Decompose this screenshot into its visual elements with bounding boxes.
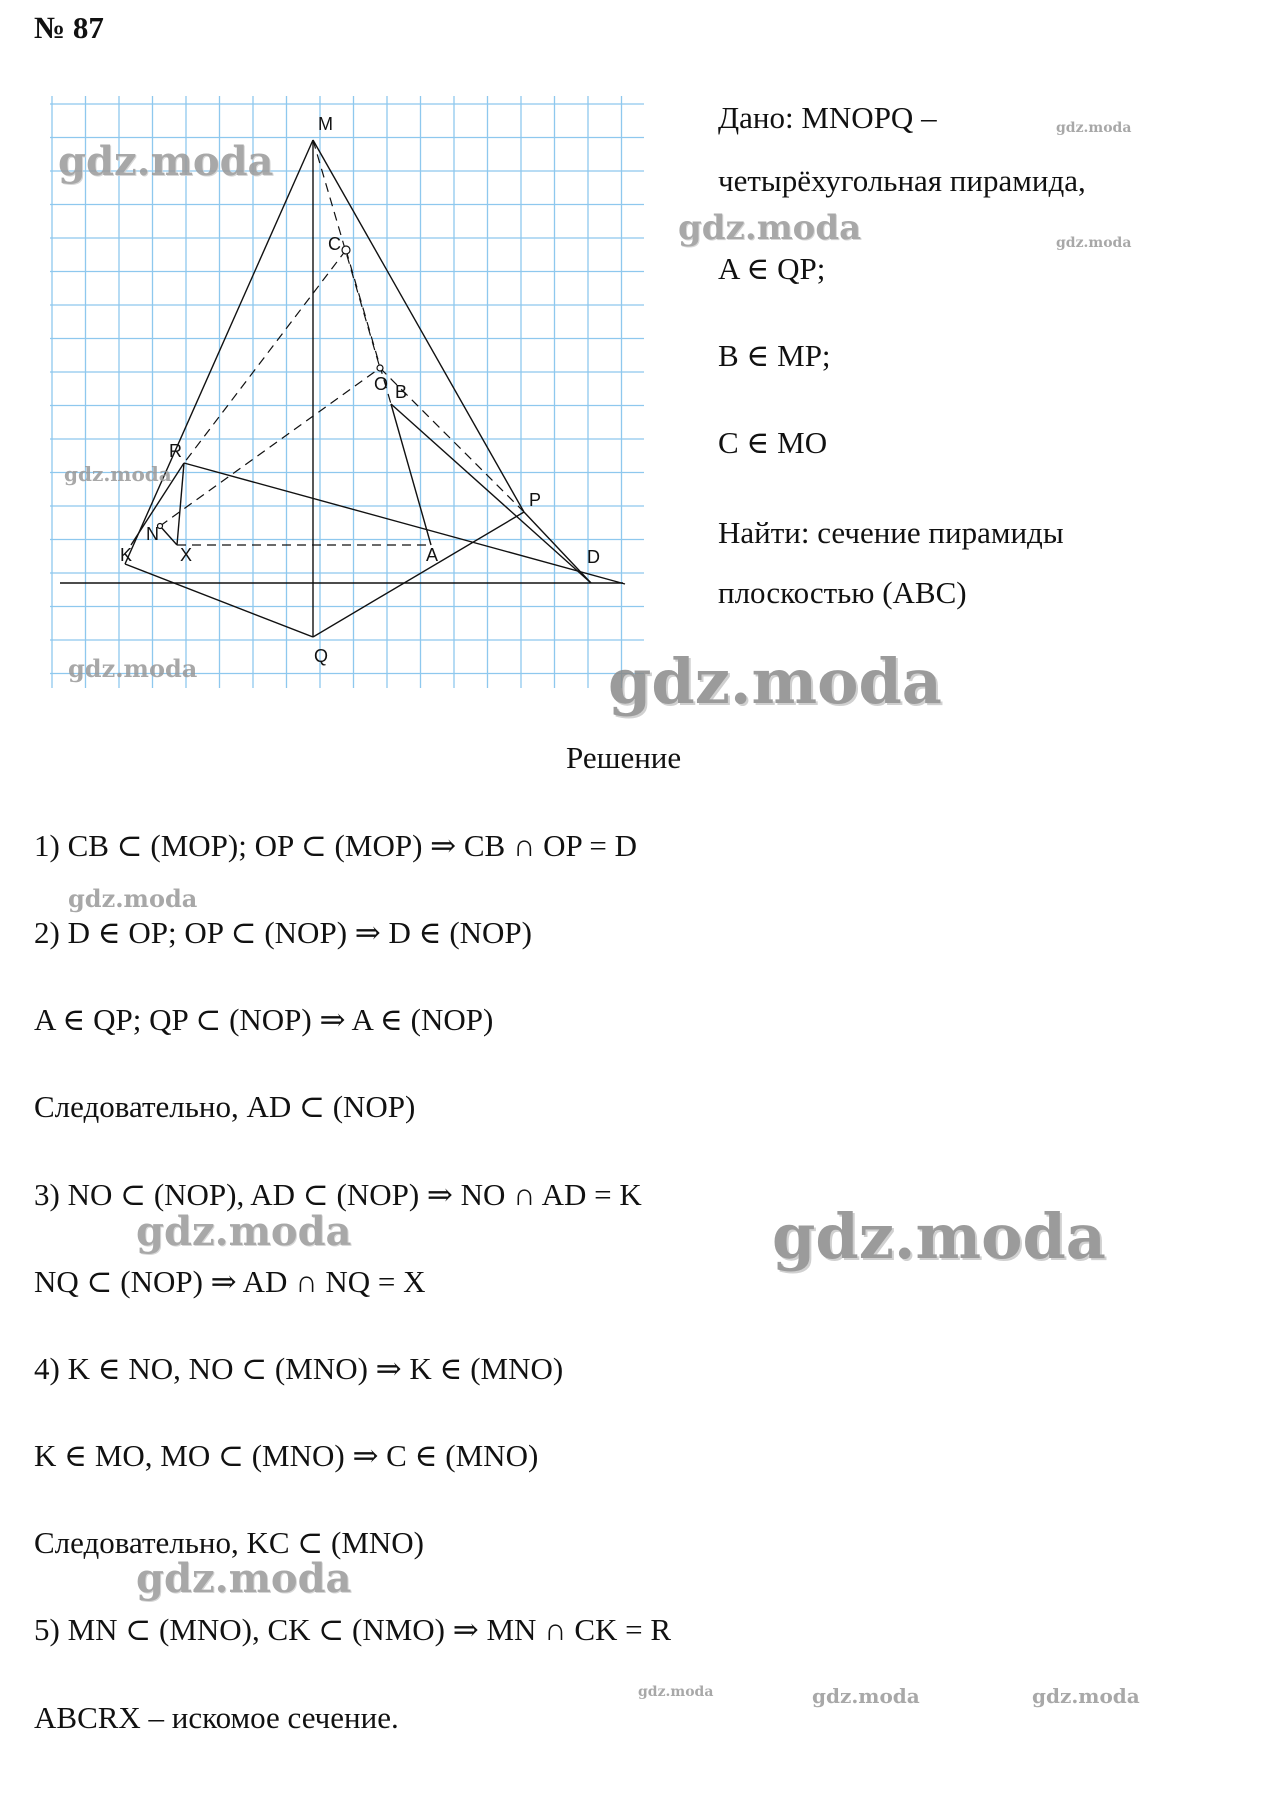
solution-line: ABCRX – искомое сечение.: [34, 1700, 399, 1735]
watermark-logo: gdz.moda: [68, 654, 198, 683]
watermark-logo: gdz.moda: [1056, 120, 1132, 136]
edge-NO-hidden: [160, 368, 380, 526]
label-R: R: [169, 441, 182, 461]
given-line-4: B ∈ MP;: [718, 338, 831, 373]
given-line-3: A ∈ QP;: [718, 251, 826, 286]
label-K: K: [120, 545, 133, 565]
line-PD: [524, 512, 591, 583]
solution-line: 3) NO ⊂ (NOP), AD ⊂ (NOP) ⇒ NO ∩ AD = K: [34, 1177, 642, 1212]
watermark-logo: gdz.moda: [1032, 1684, 1140, 1708]
solution-line: 2) D ∈ OP; OP ⊂ (NOP) ⇒ D ∈ (NOP): [34, 915, 532, 950]
solution-line: 4) K ∈ NO, NO ⊂ (MNO) ⇒ K ∈ (MNO): [34, 1351, 564, 1386]
label-P: P: [529, 490, 542, 510]
point-O: [377, 365, 383, 371]
watermark-logo: gdz.moda: [136, 1208, 352, 1255]
line-XN: [160, 526, 177, 545]
label-M: M: [318, 114, 333, 134]
line-CR-hidden: [184, 250, 346, 463]
pyramid-figure: [50, 96, 650, 696]
pyramid-edges: [60, 140, 625, 637]
label-N: N: [146, 524, 159, 544]
given-line-5: C ∈ MO: [718, 425, 828, 460]
hidden-edges: [160, 140, 524, 545]
watermark-logo: gdz.moda: [58, 138, 274, 185]
label-C: C: [328, 234, 341, 254]
watermark-logo: gdz.moda: [1056, 235, 1132, 251]
line-RX: [177, 463, 184, 545]
watermark-logo: gdz.moda: [638, 1684, 714, 1700]
given-line-2: четырёхугольная пирамида,: [718, 163, 1086, 198]
solution-line: A ∈ QP; QP ⊂ (NOP) ⇒ A ∈ (NOP): [34, 1002, 494, 1037]
find-line-1: Найти: сечение пирамиды: [718, 515, 1064, 550]
label-O: O: [374, 374, 389, 394]
solution-line: 1) CB ⊂ (MOP); OP ⊂ (MOP) ⇒ CB ∩ OP = D: [34, 828, 637, 863]
label-Q: Q: [314, 646, 329, 666]
solution-line: Следовательно, AD ⊂ (NOP): [34, 1089, 416, 1124]
solution-line: 5) MN ⊂ (MNO), CK ⊂ (NMO) ⇒ MN ∩ CK = R: [34, 1612, 672, 1647]
solution-header: Решение: [566, 740, 682, 775]
edge-QP: [313, 512, 524, 637]
line-BA: [391, 404, 431, 545]
watermark-logo: gdz.moda: [64, 462, 172, 486]
point-C: [342, 246, 350, 254]
solution-line: K ∈ MO, MO ⊂ (MNO) ⇒ C ∈ (MNO): [34, 1438, 539, 1473]
watermark-logo: gdz.moda: [678, 208, 862, 248]
watermark-logo: gdz.moda: [812, 1684, 920, 1708]
label-D: D: [587, 547, 600, 567]
edge-MP: [313, 140, 524, 512]
label-X: X: [180, 545, 193, 565]
solution-line: NQ ⊂ (NOP) ⇒ AD ∩ NQ = X: [34, 1264, 426, 1299]
given-line-1: Дано: MNOPQ –: [718, 100, 937, 135]
watermark-logo: gdz.moda: [772, 1200, 1106, 1273]
solution-line: Следовательно, KC ⊂ (MNO): [34, 1525, 424, 1560]
line-RB: [184, 463, 625, 584]
label-A: A: [426, 545, 439, 565]
label-B: B: [395, 382, 408, 402]
watermark-logo: gdz.moda: [68, 884, 198, 913]
find-line-2: плоскостью (ABC): [718, 575, 967, 610]
watermark-logo: gdz.moda: [136, 1555, 352, 1602]
problem-number: № 87: [34, 10, 104, 45]
watermark-logo: gdz.moda: [608, 645, 942, 718]
